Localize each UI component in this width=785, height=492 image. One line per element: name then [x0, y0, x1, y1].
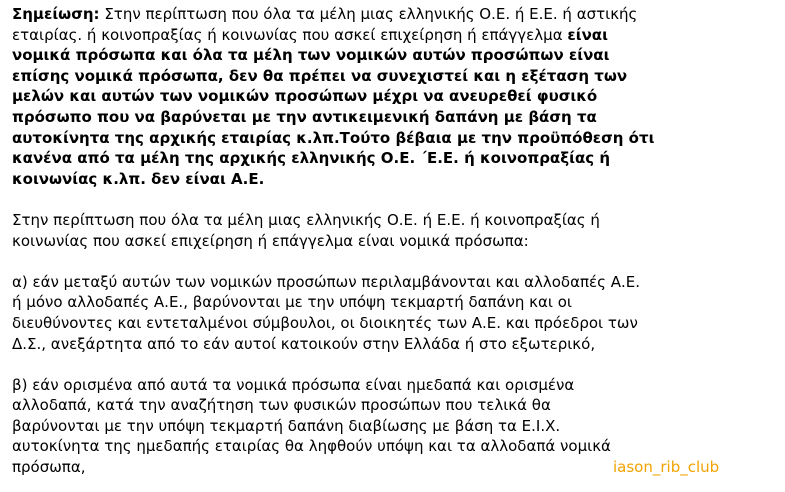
note-bold-line: κοινωνίας κ.λπ. δεν είναι Α.Ε.: [12, 169, 265, 188]
intro-paragraph: [12, 210, 780, 251]
intro-line: Στην περίπτωση που όλα τα μέλη μιας ελληνικής Ο.Ε. ή Ε.Ε. ή κοινοπραξίας ή: [12, 210, 600, 229]
note-bold-line: νομικά πρόσωπα και όλα τα μέλη των νομικών αυτών προσώπων είναι: [12, 46, 610, 65]
note-line-1: [12, 4, 780, 25]
note-bold-line: πρόσωπο που να βαρύνεται με την αντικειμενική δαπάνη με βάση τα: [12, 107, 597, 126]
note-text: εταιρίας. ή κοινοπραξίας ή κοινωνίας που ασκεί επιχείρηση ή επάγγελμα: [12, 25, 568, 44]
note-bold-line: επίσης νομικά πρόσωπα, δεν θα πρέπει να συνεχιστεί και η εξέταση των: [12, 66, 628, 85]
paragraph-gap: [12, 354, 780, 375]
note-bold-line: κανένα από τα μέλη της αρχικής ελληνικής Ο.Ε. ΄Ε.Ε. ή κοινοπραξίας ή: [12, 149, 611, 168]
case-a-line: ή μόνο αλλοδαπές Α.Ε., βαρύνονται με την υπόψη τεκμαρτή δαπάνη και οι: [12, 293, 572, 312]
note-text: Στην περίπτωση που όλα τα μέλη μιας ελληνικής Ο.Ε. ή Ε.Ε. ή αστικής: [99, 5, 638, 23]
case-b-line: βαρύνονται με την υπόψη τεκμαρτή δαπάνη διαβίωσης με βάση τα Ε.Ι.Χ.: [12, 416, 561, 435]
note-bold-line: μελών και αυτών των νομικών προσώπων μέχρι να ανευρεθεί φυσικό: [12, 87, 598, 106]
note-label: Σημείωση:: [12, 5, 100, 23]
watermark: iason_rib_club: [613, 458, 720, 476]
case-b-line: αυτοκίνητα της ημεδαπής εταιρίας θα ληφθούν υπόψη και τα αλλοδαπά νομικά: [12, 437, 611, 456]
case-b-line: πρόσωπα,: [12, 458, 86, 477]
intro-line: κοινωνίας που ασκεί επιχείρηση ή επάγγελμα είναι νομικά πρόσωπα:: [12, 231, 529, 250]
document-body: [12, 4, 780, 478]
case-a-line: α) εάν μεταξύ αυτών των νομικών προσώπων περιλαμβάνονται και αλλοδαπές Α.Ε.: [12, 272, 640, 291]
paragraph-gap: [12, 189, 780, 210]
note-bold-text: είναι: [567, 25, 608, 44]
case-a-line: διευθύνοντες και εντεταλμένοι σύμβουλοι, οι διοικητές των Α.Ε. και πρόεδροι των: [12, 313, 638, 332]
case-a-line: Δ.Σ., ανεξάρτητα από το εάν αυτοί κατοικούν στην Ελλάδα ή στο εξωτερικό,: [12, 334, 596, 353]
note-bold-line: αυτοκίνητα της αρχικής εταιρίας κ.λπ.Τούτο βέβαια με την προϋπόθεση ότι: [12, 128, 655, 147]
case-a-paragraph: [12, 272, 780, 354]
note-paragraph: [12, 4, 780, 189]
note-line-2: [12, 25, 780, 46]
case-b-line: αλλοδαπά, κατά την αναζήτηση των φυσικών προσώπων που τελικά θα: [12, 396, 551, 415]
case-b-line: β) εάν ορισμένα από αυτά τα νομικά πρόσωπα είναι ημεδαπά και ορισμένα: [12, 375, 575, 394]
paragraph-gap: [12, 251, 780, 272]
